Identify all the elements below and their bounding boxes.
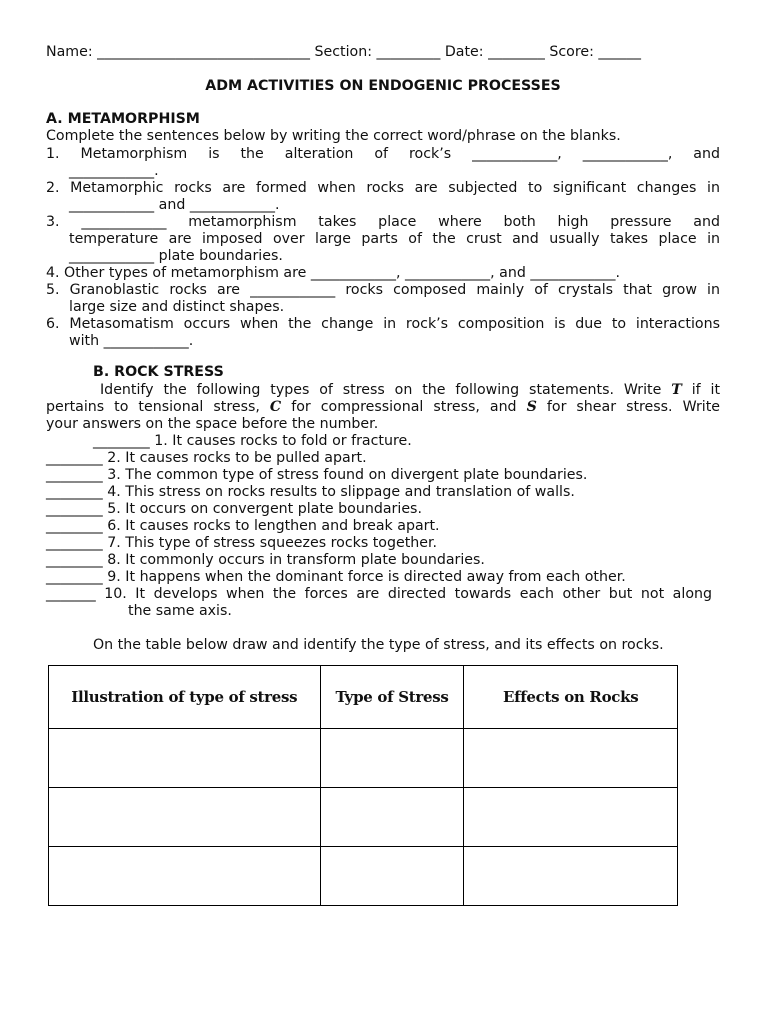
- item-a6-line2: with ____________.: [69, 333, 194, 349]
- section-label: Section:: [314, 44, 372, 60]
- table-header-row: [49, 666, 678, 729]
- item-a2-line1: 2. Metamorphic rocks are formed when rocks are subjected to significant changes in: [46, 180, 720, 196]
- item-a3-line1: 3. ____________ metamorphism takes place where both high pressure and: [46, 214, 720, 230]
- section-b-intro-line2: [46, 399, 720, 416]
- table-cell-type[interactable]: [320, 847, 464, 906]
- item-a3-line2: temperature are imposed over large parts of the crust and usually takes place in: [69, 231, 720, 247]
- item-a1-line2: ____________.: [69, 163, 159, 179]
- stress-item-7: ________ 7. This type of stress squeezes rocks together.: [46, 535, 438, 551]
- stress-item-6: ________ 6. It causes rocks to lengthen and break apart.: [46, 518, 440, 534]
- table-row: [49, 729, 678, 788]
- stress-item-9: ________ 9. It happens when the dominant force is directed away from each other.: [46, 569, 626, 585]
- date-blank: ________: [488, 44, 545, 60]
- table-cell-effects[interactable]: [464, 847, 678, 906]
- item-a5-line2: large size and distinct shapes.: [69, 299, 285, 315]
- stress-item-8: ________ 8. It commonly occurs in transform plate boundaries.: [46, 552, 485, 568]
- table-row: [49, 788, 678, 847]
- item-a3-line3: ____________ plate boundaries.: [69, 248, 283, 264]
- table-instruction: On the table below draw and identify the type of stress, and its effects on rocks.: [93, 637, 664, 653]
- table-cell-illustration[interactable]: [49, 788, 321, 847]
- score-blank: ______: [598, 44, 641, 60]
- table-cell-effects[interactable]: [464, 729, 678, 788]
- section-a-heading: A. METAMORPHISM: [46, 111, 200, 127]
- name-blank: ______________________________: [97, 44, 310, 60]
- stress-item-10-line1: _______ 10. It develops when the forces are directed towards each other but not along: [46, 586, 712, 602]
- section-b-intro-line1: [100, 382, 720, 399]
- item-a4: 4. Other types of metamorphism are ____________, ____________, and ____________.: [46, 265, 620, 281]
- stress-item-3: ________ 3. The common type of stress found on divergent plate boundaries.: [46, 467, 588, 483]
- section-b-intro-line3: your answers on the space before the number.: [46, 416, 379, 432]
- table-cell-illustration[interactable]: [49, 847, 321, 906]
- table-cell-illustration[interactable]: [49, 729, 321, 788]
- stress-item-4: ________ 4. This stress on rocks results to slippage and translation of walls.: [46, 484, 575, 500]
- stress-item-1: ________ 1. It causes rocks to fold or fracture.: [93, 433, 412, 449]
- stress-item-10-line2: the same axis.: [128, 603, 232, 619]
- intro-t-letter: T: [671, 382, 682, 398]
- score-label: Score:: [549, 44, 594, 60]
- table-cell-type[interactable]: [320, 729, 464, 788]
- intro-line1-post: if it: [691, 382, 721, 398]
- table-row: [49, 847, 678, 906]
- item-a5-line1: 5. Granoblastic rocks are ____________ rocks composed mainly of crystals that grow in: [46, 282, 720, 298]
- date-label: Date:: [444, 44, 484, 60]
- item-a2-line2: ____________ and ____________.: [69, 197, 280, 213]
- intro-s-letter: S: [526, 399, 537, 415]
- intro-line2-c: for shear stress. Write: [546, 399, 721, 415]
- intro-line2-b: for compressional stress, and: [291, 399, 517, 415]
- stress-table: [48, 665, 678, 906]
- header-type-of-stress: Type of Stress: [320, 666, 464, 729]
- header-illustration: Illustration of type of stress: [49, 666, 321, 729]
- intro-c-letter: C: [269, 399, 282, 415]
- section-blank: _________: [376, 44, 441, 60]
- section-b-heading: B. ROCK STRESS: [93, 364, 224, 380]
- item-a6-line1: 6. Metasomatism occurs when the change in rock’s composition is due to interactions: [46, 316, 720, 332]
- table-cell-type[interactable]: [320, 788, 464, 847]
- name-label: Name:: [46, 44, 93, 60]
- item-a1-line1: 1. Metamorphism is the alteration of rock’s ____________, ____________, and: [46, 146, 720, 162]
- intro-line2-a: pertains to tensional stress,: [46, 399, 260, 415]
- document-title: ADM ACTIVITIES ON ENDOGENIC PROCESSES: [205, 78, 561, 94]
- stress-item-2: ________ 2. It causes rocks to be pulled apart.: [46, 450, 367, 466]
- header-effects-on-rocks: Effects on Rocks: [464, 666, 678, 729]
- section-a-instruction: Complete the sentences below by writing the correct word/phrase on the blanks.: [46, 128, 621, 144]
- intro-line1-pre: Identify the following types of stress on the following statements. Write: [100, 382, 662, 398]
- stress-item-5: ________ 5. It occurs on convergent plate boundaries.: [46, 501, 422, 517]
- header-line: [46, 44, 720, 61]
- table-cell-effects[interactable]: [464, 788, 678, 847]
